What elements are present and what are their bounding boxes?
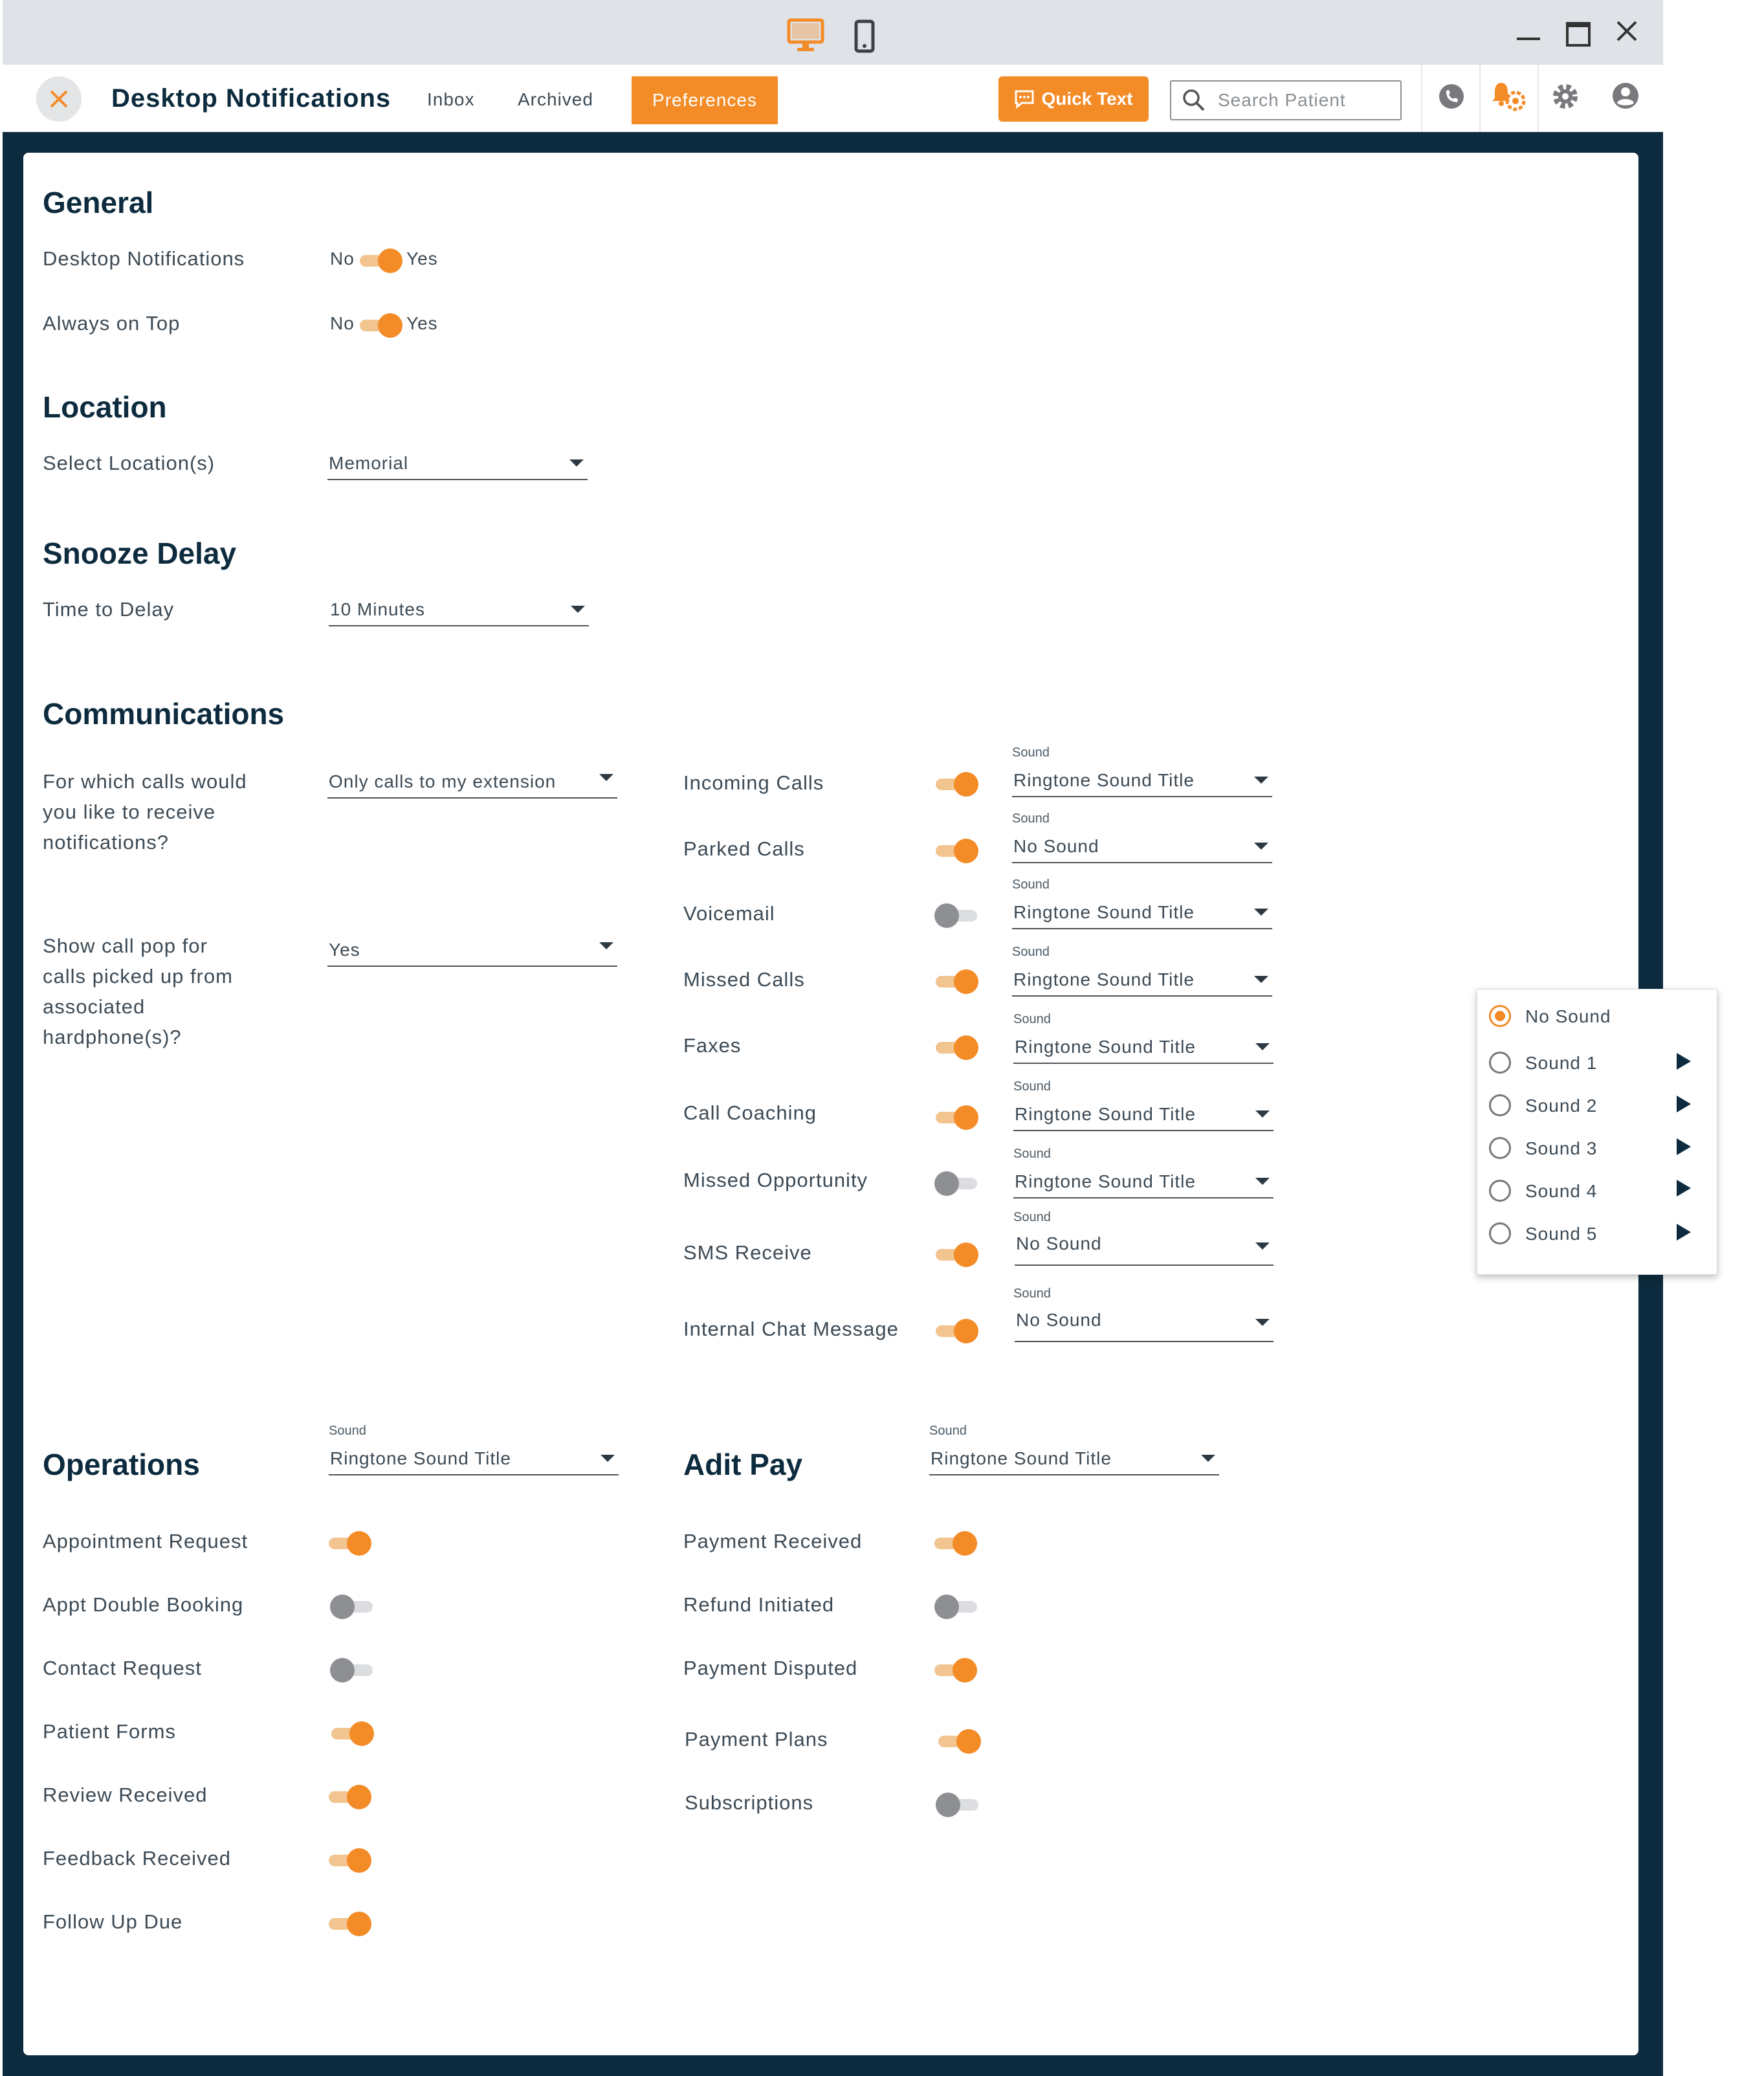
snooze-value: 10 Minutes [330,599,425,619]
header-divider [1538,65,1539,132]
internal-chat-sound-select[interactable] [1015,1310,1273,1342]
sms-receive-toggle[interactable] [934,1240,978,1268]
play-icon[interactable] [1677,1138,1691,1155]
operations-item-label: Appointment Request [43,1530,248,1552]
aditpay-sound-select[interactable] [929,1448,1219,1475]
sound-label: Sound [1013,1012,1051,1026]
sound-value: Ringtone Sound Title [1013,902,1195,922]
chevron-down-icon [1255,1043,1270,1050]
sound-option-label: Sound 2 [1525,1096,1598,1116]
missed-calls-toggle[interactable] [934,967,978,995]
radio-sound-3[interactable] [1489,1137,1511,1159]
toggle-no-label: No [330,313,355,333]
chevron-down-icon [1255,1319,1270,1326]
sound-label: Sound [1013,1147,1051,1161]
page-title: Desktop Notifications [111,84,391,113]
mobile-icon[interactable] [854,19,875,53]
aditpay-item-label: Payment Disputed [683,1657,858,1679]
sound-option-label: Sound 3 [1525,1138,1598,1158]
operations-item-label: Follow Up Due [43,1910,183,1933]
feedback-received-toggle[interactable] [327,1846,371,1874]
chevron-down-icon [1201,1455,1215,1462]
sound-label: Sound [329,1424,366,1438]
calls-question-line: For which calls would [43,770,247,793]
sound-value: Ringtone Sound Title [330,1448,511,1468]
desktop-icon[interactable] [787,18,824,53]
toggle-no-label: No [330,248,355,269]
aditpay-item-label: Refund Initiated [683,1593,835,1616]
tab-inbox[interactable]: Inbox [427,89,475,109]
comm-item-label: Incoming Calls [683,771,824,794]
chevron-down-icon [1254,843,1268,850]
comm-item-label: Internal Chat Message [683,1318,899,1340]
close-x-icon [49,89,69,109]
comm-item-label: SMS Receive [683,1241,812,1264]
play-icon[interactable] [1677,1224,1691,1241]
missed-calls-sound-select[interactable] [1012,969,1272,997]
parked-calls-toggle[interactable] [934,836,978,865]
search-box[interactable] [1170,80,1402,120]
internal-chat-toggle[interactable] [934,1316,978,1345]
quick-text-label: Quick Text [1041,89,1133,109]
play-icon[interactable] [1677,1180,1691,1197]
quick-text-button[interactable] [998,76,1149,122]
sound-label: Sound [1013,1079,1051,1094]
calls-question-line: you like to receive [43,801,216,823]
callpop-question-line: calls picked up from [43,965,233,988]
comm-item-label: Parked Calls [683,837,805,860]
follow-up-due-toggle[interactable] [327,1909,371,1938]
minimize-icon[interactable] [1517,38,1540,40]
snooze-delay-select[interactable] [329,599,589,626]
missed-opportunity-sound-select[interactable] [1013,1171,1273,1198]
sound-option-label: Sound 5 [1525,1224,1598,1244]
close-notifications-button[interactable] [36,76,82,122]
header-divider [1421,65,1422,132]
notification-settings-icon[interactable] [1491,80,1527,114]
comm-item-label: Call Coaching [683,1101,817,1124]
parked-calls-sound-select[interactable] [1012,836,1272,863]
appointment-request-toggle[interactable] [327,1529,371,1557]
location-select[interactable] [327,453,588,480]
sound-value: Ringtone Sound Title [1013,770,1195,790]
incoming-calls-sound-select[interactable] [1012,770,1272,797]
chevron-down-icon [1254,976,1268,983]
calls-question-line: notifications? [43,831,169,854]
sound-value: Ringtone Sound Title [1015,1171,1196,1191]
time-to-delay-label: Time to Delay [43,598,175,621]
maximize-icon[interactable] [1566,22,1591,47]
patient-forms-toggle[interactable] [330,1719,374,1747]
close-icon[interactable] [1615,19,1638,43]
select-location-label: Select Location(s) [43,452,215,474]
chat-icon [1014,89,1035,109]
sound-option-label: Sound 1 [1525,1053,1598,1073]
calls-filter-value: Only calls to my extension [329,771,557,791]
comm-item-label: Voicemail [683,902,775,925]
payment-disputed-toggle[interactable] [933,1655,977,1684]
sound-value: No Sound [1016,1233,1102,1253]
search-icon [1182,88,1206,113]
operations-item-label: Patient Forms [43,1720,176,1743]
sound-label: Sound [1012,812,1050,826]
aditpay-item-label: Subscriptions [685,1791,814,1814]
section-heading-operations: Operations [43,1448,200,1481]
operations-item-label: Contact Request [43,1657,202,1679]
comm-item-label: Missed Opportunity [683,1169,868,1191]
voicemail-sound-select[interactable] [1012,902,1272,929]
callpop-question-line: hardphone(s)? [43,1026,182,1048]
preferences-panel [23,153,1638,2055]
sound-label: Sound [929,1424,967,1438]
review-received-toggle[interactable] [327,1782,371,1811]
comm-item-label: Missed Calls [683,968,805,991]
section-heading-general: General [43,186,154,219]
sound-option-label: No Sound [1525,1006,1611,1026]
phone-icon[interactable] [1438,83,1465,110]
chevron-down-icon [1255,1110,1270,1118]
radio-sound-5[interactable] [1489,1222,1511,1244]
appt-double-booking-toggle[interactable] [330,1592,374,1620]
sound-label: Sound [1012,945,1050,959]
sound-value: No Sound [1013,836,1099,856]
always-on-top-label: Always on Top [43,312,181,335]
desktop-notifications-toggle[interactable] [358,246,402,274]
operations-sound-select[interactable] [329,1448,619,1475]
user-icon[interactable] [1611,82,1640,110]
incoming-calls-toggle[interactable] [934,769,978,798]
sound-value: Ringtone Sound Title [1013,969,1195,989]
always-on-top-toggle[interactable] [358,311,402,339]
sound-value: Ringtone Sound Title [1015,1037,1196,1057]
radio-sound-2[interactable] [1489,1094,1511,1116]
faxes-sound-select[interactable] [1013,1037,1273,1064]
operations-item-label: Review Received [43,1783,208,1806]
chevron-down-icon [571,606,585,613]
callpop-select[interactable] [327,940,617,967]
sound-label: Sound [1012,745,1050,760]
sound-option-label: Sound 4 [1525,1181,1598,1201]
tab-archived[interactable]: Archived [518,89,593,109]
missed-opportunity-toggle[interactable] [934,1169,978,1197]
sound-label: Sound [1012,878,1050,892]
chevron-down-icon [1255,1242,1270,1250]
section-heading-communications: Communications [43,697,285,731]
callpop-value: Yes [329,940,360,960]
callpop-question-line: associated [43,995,146,1018]
desktop-notifications-label: Desktop Notifications [43,247,245,270]
calls-filter-select[interactable] [327,771,617,799]
tab-preferences[interactable]: Preferences [632,76,778,124]
search-input[interactable] [1217,88,1394,113]
sound-value: Ringtone Sound Title [931,1448,1112,1468]
location-value: Memorial [329,453,409,473]
chevron-down-icon [569,459,584,467]
aditpay-item-label: Payment Plans [685,1728,828,1750]
gear-icon[interactable] [1550,82,1580,111]
chevron-down-icon [599,774,613,781]
voicemail-toggle[interactable] [934,901,978,929]
sound-label: Sound [1013,1210,1051,1224]
faxes-toggle[interactable] [934,1033,978,1061]
sms-receive-sound-select[interactable] [1015,1233,1273,1266]
radio-no-sound[interactable] [1489,1005,1511,1027]
play-icon[interactable] [1677,1096,1691,1112]
operations-item-label: Appt Double Booking [43,1593,244,1616]
sound-label: Sound [1013,1286,1051,1301]
chevron-down-icon [1255,1178,1270,1185]
toggle-yes-label: Yes [406,248,438,269]
payment-plans-toggle[interactable] [937,1727,981,1755]
operations-item-label: Feedback Received [43,1847,231,1870]
title-bar [3,0,1663,65]
play-icon[interactable] [1677,1053,1691,1070]
radio-sound-1[interactable] [1489,1052,1511,1074]
comm-item-label: Faxes [683,1034,742,1057]
section-heading-aditpay: Adit Pay [683,1448,803,1481]
call-coaching-sound-select[interactable] [1013,1104,1273,1131]
contact-request-toggle[interactable] [330,1655,374,1684]
section-heading-snooze: Snooze Delay [43,536,237,570]
sound-value: No Sound [1016,1310,1102,1330]
radio-sound-4[interactable] [1489,1180,1511,1202]
chevron-down-icon [1254,909,1268,916]
payment-received-toggle[interactable] [933,1529,977,1557]
section-heading-location: Location [43,390,167,424]
sound-options-popup [1477,989,1717,1275]
sound-value: Ringtone Sound Title [1015,1104,1196,1124]
toggle-yes-label: Yes [406,313,438,333]
callpop-question-line: Show call pop for [43,934,208,957]
aditpay-item-label: Payment Received [683,1530,863,1552]
chevron-down-icon [1254,777,1268,784]
chevron-down-icon [599,942,613,949]
subscriptions-toggle[interactable] [936,1790,980,1818]
refund-initiated-toggle[interactable] [934,1592,978,1620]
chevron-down-icon [601,1455,615,1462]
call-coaching-toggle[interactable] [934,1103,978,1131]
header-divider [1479,65,1481,132]
